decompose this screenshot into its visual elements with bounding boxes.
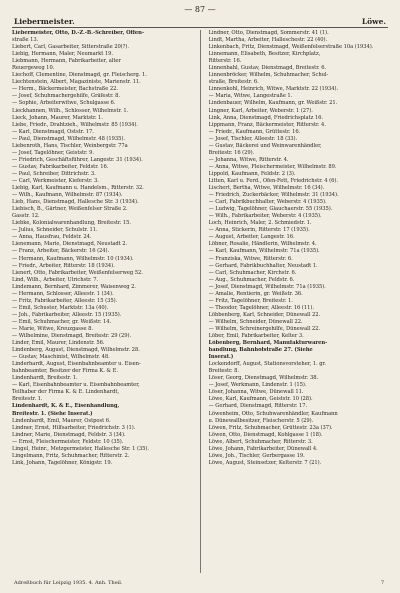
directory-entry: — Gerhard, Dienstmagd, Ritterstr. 17.: [208, 403, 308, 410]
directory-entry: — Ernst, Fleischermeister, Feldstr. 10 (35).: [12, 438, 124, 445]
directory-entry: Lind, Wilh., Arbeiter, Ulrichstr. 7.: [12, 276, 99, 283]
directory-entry: Löser, Johanna, Witwe, Dünewall 11.: [208, 389, 304, 396]
directory-entry: Löser, Georg, Dienstmagd, Wilhelmstr. 38.: [208, 375, 319, 382]
directory-entry: bahnbeamter, Besitzer der Firma K. & E.: [12, 368, 118, 375]
directory-entry: — Gustav, Fabrikarbeiter, Feldstr. 16.: [12, 163, 109, 170]
header-rule: [12, 27, 388, 28]
directory-entry: Löbner, Rosalie, Händlerin, Wilhelmstr. 4.: [208, 241, 317, 248]
directory-entry: Lindenhardt, K. & E., Eisenhandlung,: [12, 403, 120, 410]
directory-entry: — Carl, Schuhmacher, Kirchstr. 6.: [208, 269, 297, 276]
directory-entry: Lindemann, Bernhard, Zimmerer, Waisenweg 2.: [12, 283, 136, 290]
header-left: Liebermeister.: [14, 17, 75, 26]
directory-entry: Löwenheim, Otto, Schuhwarenhändler, Kaufmann: [208, 410, 338, 417]
directory-entry: Lindenhardt, Emil, Maurer, Ostpost 6.: [12, 417, 111, 424]
directory-entry: — Friedr., Kaufmann, Grüttestr. 16.: [208, 128, 301, 135]
directory-entry: handlung, Bahnhofstraße 27. (Siehe: [208, 347, 313, 354]
directory-entry: Löbbenberg, Karl, Schneider, Dünewall 22.: [208, 311, 321, 318]
directory-entry: Linnenkohl, Heinrich, Witwe, Marktstr. 22 (1934).: [208, 86, 339, 93]
directory-entry: Lindt, Martha, Arbeiter, Halleschestr. 22 (40).: [208, 37, 328, 44]
directory-entry: Lischert, Bertha, Witwe, Wilhelmstr. 16 (34).: [208, 185, 325, 192]
directory-entry: — August, Arbeiter, Langestr. 16.: [208, 234, 295, 241]
directory-entry: Lieck, Johann, Maurer, Marktstr. 1.: [12, 114, 103, 121]
directory-entry: Linder, Emil, Maurer, Lindenstr. 56.: [12, 340, 105, 347]
directory-entry: — Karl, Dienstmagd, Oststr. 17.: [12, 128, 94, 135]
directory-entry: Lindner, Marie, Dienstmagd, Feldstr. 3 (34).: [12, 431, 126, 438]
directory-entry: Liebig, Karl, Kaufmann u. Handelsm., Ritterstr. 32.: [12, 185, 144, 192]
directory-entry: Gasstr. 12.: [12, 213, 40, 220]
directory-entry: — Theodor, Tagelöhner, Alleestr. 16 (11).: [208, 304, 314, 311]
directory-entry: Löwe, Johann, Fabrikarbeiter, Dünewall 4.: [208, 445, 318, 452]
directory-entry: Linkenbach, Fritz, Dienstmagd, Weißenfelserstraße 10a (1934).: [208, 44, 374, 51]
directory-entry: Liebermeister, Otto, D.-Z.-B.-Schreiber, Offen-: [12, 30, 145, 36]
left-column: [12, 30, 192, 573]
directory-entry: — Anna, Hausfrau, Feldstr. 24.: [12, 234, 92, 241]
directory-entry: Lienemann, Marie, Dienstmagd, Neustadt 2.: [12, 241, 128, 248]
directory-entry: — Friedrich, Zuckerbäcker, Wilhelmstr. 31 (1934).: [208, 192, 339, 199]
directory-entry: straße 13.: [12, 37, 39, 44]
directory-entry: Inserat.): [208, 354, 234, 361]
directory-entry: u. Dünewallbesitzer, Fleischerstr. 5 (29).: [208, 417, 314, 424]
directory-entry: Liechoff, Clementine, Dienstmagd, gr. Fleischerg. 1.: [12, 72, 147, 79]
directory-entry: — Hermann, Kaufmann, Wilhelmstr. 10 (1934).: [12, 255, 134, 262]
directory-entry: — Friedrich, Geschäftsführer, Langestr. 31 (1934).: [12, 156, 143, 163]
directory-entry: — Maria, Witwe, Langestraße 1.: [208, 93, 293, 100]
directory-entry: Liebe, Friedr., Drahtzieh., Wilhelmstr. 85 (1934).: [12, 121, 138, 128]
directory-entry: Liebmann, Hermann, Fabrikarbeiter, alter: [12, 58, 121, 65]
directory-entry: — Emil, Schuhmacher, gr. Weißstr. 14.: [12, 318, 112, 325]
directory-entry: — Aug., Schuhmacher, Feldstr. 6.: [208, 276, 295, 283]
directory-entry: Lindenhardt, Breitestr. 1.: [12, 375, 78, 382]
directory-entry: Linderhardt, August, Eisenbahnbeamter u. Eisen-: [12, 361, 141, 368]
directory-entry: Lockendorff, August, Stationsvorsteher, 1. gr.: [208, 361, 326, 368]
directory-entry: Löwen, Fritz, Schuhmacher, Grüttestr. 23a (37).: [208, 424, 333, 431]
directory-entry: — Wilhelm, Schreinergehilfe, Dünewall 22.: [208, 325, 321, 332]
directory-entry: — Herm., Bäckermeister, Bachstraße 22.: [12, 86, 118, 93]
directory-entry: Link, Johann, Tagelöhner, Königstr. 19.: [12, 459, 113, 466]
directory-entry: Linnemann, Elisabeth, Besitzer, Kirchplatz,: [208, 51, 321, 58]
right-column: [209, 30, 389, 573]
directory-entry: Teilhaber der Firma K. & E. Lindenhardt,: [12, 389, 119, 396]
directory-entry: — Wilhelm, Schneider, Dünewall 22.: [208, 318, 303, 325]
directory-entry: — Franz, Arbeiter, Bäckerstr. 16 (24).: [12, 248, 110, 255]
directory-entry: Lindner, Ernst, Hilfsarbeiter, Friedrichstr. 3 (1).: [12, 424, 136, 431]
directory-entry: Lippmann, Franz, Bäckermeister, Ritterstr. 4.: [208, 121, 326, 128]
column-divider: [200, 30, 201, 573]
directory-entry: — Gustav, Bäckerei und Weinwarenhändler,: [208, 142, 322, 149]
page-number: — 87 —: [184, 5, 216, 14]
directory-entry: Liebert, Carl, Gasarbeiter, Sitterstraße 20(?).: [12, 44, 129, 51]
directory-entry: Lieb, Hans, Dienstmagd, Hallesche Str. 3 (1934).: [12, 199, 139, 206]
directory-entry: — Sophie, Arbeiterwitwe, Schulgasse 6.: [12, 100, 116, 107]
directory-entry: Löwe, Albert, Schuhmacher, Ritterstr. 3.: [208, 438, 313, 445]
directory-entry: — Emil, Schuster, Marktstr. 13a (40).: [12, 304, 109, 311]
directory-entry: — Anna, Stickerin, Ritterstr. 17 (1935).: [208, 227, 310, 234]
directory-entry: Liebenroth, Hans, Tischler, Weinbergstr. 77a: [12, 142, 128, 149]
directory-entry: — Gerhard, Fabrikbuchhalter, Neustadt 1.: [208, 262, 318, 269]
directory-entry: — Josef, Werkmann, Lindenstr. 1 (15).: [208, 382, 307, 389]
directory-entry: — Ludwig, Tagelöhner, Glauchaerstr. 55 (1935).: [208, 206, 333, 213]
directory-entry: Lindenberg, August, Dienstmagd, Wilhelmstr. 28.: [12, 347, 140, 354]
directory-entry: Löber, Emil, Fabrikarbeiter, Kelter 3.: [208, 333, 304, 340]
columns: [12, 30, 388, 573]
directory-entry: — Anna, Witwe, Fleischermeister, Wilhelmstr. 89.: [208, 163, 337, 170]
directory-entry: Lienert, Otto, Fabrikarbeiter, Weißenfelserweg 52.: [12, 269, 143, 276]
directory-entry: — Wilh., Fabrikarbeiter, Weberstr. 4 (1935).: [208, 213, 322, 220]
directory-entry: Liechtenstein, Albert, Magaziniste, Marienstr. 11.: [12, 79, 141, 86]
directory-entry: Lieckhannen, Wilh., Schlosser, Wilhelmstr. 1.: [12, 107, 129, 114]
directory-entry: — Josef, Dienstmagd, Wilhelmstr. 71a (1935).: [208, 283, 326, 290]
directory-entry: — Hermann, Schlosser, Alleestr. 1 (34).: [12, 290, 114, 297]
directory-entry: — Josef, Schuhmachergehilfe, Gräfestr. 8.: [12, 93, 120, 100]
directory-entry: Link, Anna, Dienstmagd, Friedrichsplatz 16.: [208, 114, 323, 121]
directory-entry: — Johanna, Witwe, Ritterstr. 4.: [208, 156, 289, 163]
directory-entry: Lingel, Heinr., Metzgermeister, Hallesche Str. 1 (35).: [12, 445, 150, 452]
directory-entry: — Paul, Dienstmagd, Wilhelmstr. 48 (1935).: [12, 135, 125, 142]
directory-entry: — Joh., Fabrikarbeiter, Alleestr. 15 (1935).: [12, 311, 122, 318]
directory-entry: — Paul, Schreiber, Dittrichstr. 3.: [12, 170, 96, 177]
directory-entry: Loch, Heinrich, Maler, 2. Schmiedstr. 1.: [208, 220, 312, 227]
directory-entry: — Karl, Eisenbahnbeamter u. Eisenbahnbeamter,: [12, 382, 140, 389]
directory-entry: Breitestr. 16 (29).: [208, 149, 255, 156]
directory-entry: — Carl, Werkmeister, Kieferstr. 3.: [12, 177, 99, 184]
directory-entry: — Fritz, Tagelöhner, Breitestr. 1.: [208, 297, 293, 304]
directory-entry: Liebig, Hermann, Maler, Neumarkt 19.: [12, 51, 113, 58]
directory-entry: Lippold, Kaufmann, Feldstr. 2 (3).: [208, 170, 296, 177]
directory-entry: — Julius, Schneider, Schulstr. 11.: [12, 227, 98, 234]
directory-entry: Breitestr. 8.: [208, 368, 239, 375]
directory-entry: Löwe, August, Steinsetzer, Kelterstr. 7 (21).: [208, 459, 322, 466]
directory-entry: Löbenberg, Bernhard, Manufakturwaren-: [208, 340, 328, 347]
directory-entry: Ritterstr. 16.: [208, 58, 242, 65]
directory-entry: Lingner, Karl, Arbeiter, Weberstr. 1 (27).: [208, 107, 313, 114]
directory-entry: — Friedr., Arbeiter, Ritterstr. 18 (1934).: [12, 262, 115, 269]
directory-entry: straße, Breitestr. 6.: [208, 79, 259, 86]
footer-note: Adreßbuch für Leipzig 1935. 4. Anh. Theil.: [14, 580, 123, 586]
directory-entry: Linnenbahl, Gustav, Dienstmagd, Breitestr. 6.: [208, 65, 327, 72]
directory-entry: Liebke, Kolonialwarenhandlung, Breitestr. 15.: [12, 220, 132, 227]
directory-entry: Liebisch, B., Gärtner, Weißenfelser Straße 2.: [12, 206, 128, 213]
directory-entry: Lindenbauer, Wilhelm, Kaufmann, gr. Weißstr. 21.: [208, 100, 338, 107]
directory-entry: Löwen, Otto, Dienstmagd, Kohlgasse 1 (18).: [208, 431, 323, 438]
directory-entry: — Carl, Fabrikbuchhalter, Weberstr. 4 (1935).: [208, 199, 327, 206]
directory-entry: — Gustav, Maschinist, Wilhelmstr. 48.: [12, 354, 110, 361]
directory-entry: — Franziska, Witwe, Ritterstr. 6.: [208, 255, 293, 262]
footer-number: 7: [380, 580, 384, 586]
directory-entry: — Josef, Tagelöhner, Geiststr. 9.: [12, 149, 94, 156]
directory-entry: — Fritz, Fabrikarbeiter, Alleestr. 15 (35).: [12, 297, 118, 304]
directory-entry: Löwe, Joh., Tischler, Gerbergasse 19.: [208, 452, 305, 459]
directory-entry: Litten, Karl u. Ferd., Ofen-Fett, Friedrichstr. 4 (6).: [208, 177, 338, 184]
directory-entry: Breitestr. 1. (Siehe Inserat.): [12, 410, 93, 417]
header-right: Löwe.: [361, 17, 386, 26]
directory-entry: — Wilh., Kaufmann, Wilhelmstr. 87 (1934).: [12, 192, 123, 199]
directory-entry: — Marie, Witwe, Kreuzgasse 8.: [12, 325, 93, 332]
directory-entry: — Amalie, Rentierin, gr. Weißstr. 36.: [208, 290, 303, 297]
directory-entry: Lindner, Otto, Dienstmagd, Sommerstr. 41 (1).: [208, 30, 329, 36]
directory-entry: Breitestr. 1.: [12, 396, 43, 403]
directory-entry: — Karl, Kaufmann, Wilhelmstr. 71a (1935).: [208, 248, 320, 255]
directory-entry: — Josef, Tischler, Alleestr. 18 (33).: [208, 135, 298, 142]
directory-entry: Löwe, Karl, Kaufmann, Geiststr. 10 (28).: [208, 396, 313, 403]
directory-entry: Lingelmann, Fritz, Schuhmacher, Ritterstr. 2.: [12, 452, 130, 459]
directory-entry: Reuergeweg 10.: [12, 65, 55, 72]
directory-entry: Linnenbröcker, Wilhelm, Schuhmacher, Schul-: [208, 72, 329, 79]
directory-entry: — Wilhelmine, Dienstmagd, Breitestr. 29 (29).: [12, 333, 132, 340]
